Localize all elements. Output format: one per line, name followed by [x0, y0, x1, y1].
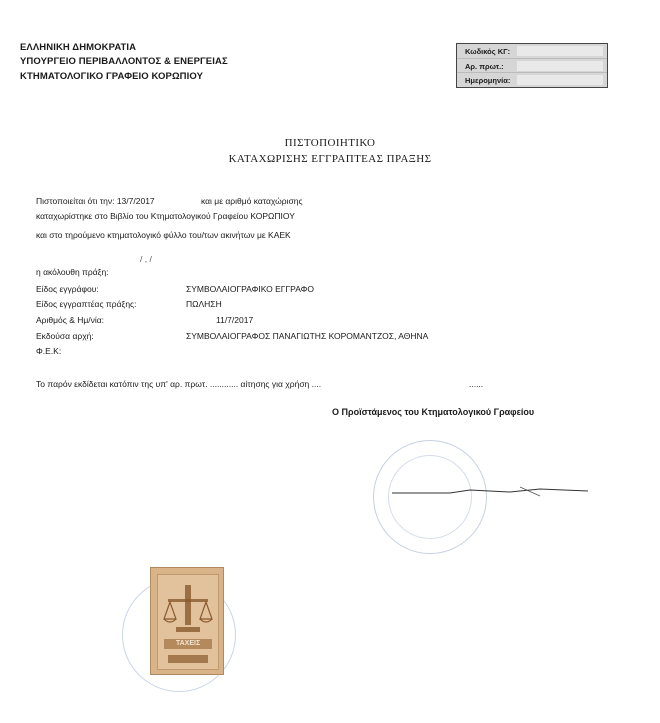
title-line-2: ΚΑΤΑΧΩΡΙΣΗΣ ΕΓΓΡΑΠΤΕΑΣ ΠΡΑΞΗΣ — [228, 153, 432, 165]
reference-box — [456, 43, 608, 88]
act-label: η ακόλουθη πράξη: — [36, 267, 109, 277]
fee-stamp — [150, 567, 224, 675]
number-date-label: Αριθμός & Ημ/νία: — [36, 315, 105, 325]
fee-stamp-inner — [157, 574, 219, 670]
act-type-label: Είδος εγγραπτέας πράξης: — [36, 299, 137, 309]
ref-code-redacted — [517, 46, 603, 56]
body-line-1b: και με αριθμό καταχώρισης — [201, 196, 303, 206]
ref-protocol-redacted — [517, 61, 603, 71]
signature-stroke — [390, 484, 590, 498]
title-line-1: ΠΙΣΤΟΠΟΙΗΤΙΚΟ — [284, 137, 376, 149]
issued-text: Το παρόν εκδίδεται κατόπιν της υπ' αρ. πρωτ. ............ αίτησης για χρήση .... — [36, 379, 322, 389]
body-line-2: καταχωρίστηκε στο Βιβλίο του Κτηματολογικού Γραφείου ΚΟΡΩΠΙΟΥ — [36, 211, 295, 221]
act-type-value: ΠΩΛΗΣΗ — [186, 299, 222, 309]
body-line-3: και στο τηρούμενο κτηματολογικό φύλλο του/των ακινήτων με ΚΑΕΚ — [36, 230, 291, 240]
authority-label: Εκδούσα αρχή: — [36, 331, 94, 341]
ref-row-date — [457, 72, 607, 87]
body-line-1a: Πιστοποιείται ότι την: 13/7/2017 — [36, 196, 155, 206]
number-date-value: 11/7/2017 — [216, 315, 254, 325]
ref-date-redacted — [517, 75, 603, 85]
authority-value: ΣΥΜΒΟΛΑΙΟΓΡΑΦΟΣ ΠΑΝΑΓΙΩΤΗΣ ΚΟΡΟΜΑΝΤΖΟΣ, ΑΘΗΝΑ — [186, 331, 429, 341]
signature-title: Ο Προϊστάμενος του Κτηματολογικού Γραφείου — [332, 407, 535, 417]
ref-date-label: Ημερομηνία: — [465, 76, 511, 85]
fee-stamp-label: ΤΑΧΕΙΣ — [175, 640, 201, 647]
header-line-3: ΚΤΗΜΑΤΟΛΟΓΙΚΟ ΓΡΑΦΕΙΟ ΚΟΡΩΠΙΟΥ — [20, 71, 204, 82]
ref-code-label: Κωδικός ΚΓ: — [465, 47, 511, 56]
header-line-2: ΥΠΟΥΡΓΕΙΟ ΠΕΡΙΒΑΛΛΟΝΤΟΣ & ΕΝΕΡΓΕΙΑΣ — [20, 56, 228, 67]
issued-tail: ...... — [469, 379, 484, 389]
ref-protocol-label: Αρ. πρωτ.: — [465, 62, 504, 71]
doc-type-label: Είδος εγγράφου: — [36, 284, 99, 294]
doc-type-value: ΣΥΜΒΟΛΑΙΟΓΡΑΦΙΚΟ ΕΓΓΡΑΦΟ — [186, 284, 315, 294]
fee-stamp-value-band — [168, 655, 208, 663]
kaek-marks: / , / — [140, 254, 152, 264]
fek-label: Φ.Ε.Κ: — [36, 346, 62, 356]
ref-row-protocol — [457, 58, 607, 73]
header-line-1: ΕΛΛΗΝΙΚΗ ΔΗΜΟΚΡΑΤΙΑ — [20, 42, 137, 53]
ref-row-code — [457, 44, 607, 58]
